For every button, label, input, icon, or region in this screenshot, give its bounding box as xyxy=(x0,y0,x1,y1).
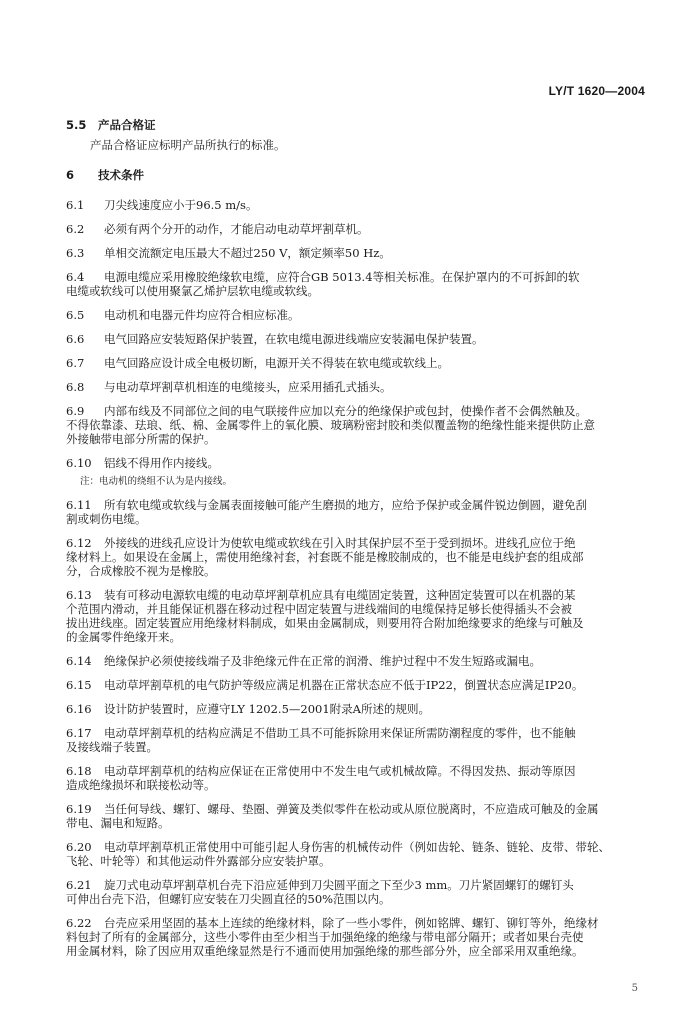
clause xyxy=(66,456,652,470)
clause-first-line xyxy=(66,356,652,370)
clause-number: 6.16 xyxy=(66,702,92,716)
clause-continuation-line: 分，合成橡胶不视为是橡胶。 xyxy=(66,564,216,578)
clause-first-line xyxy=(66,678,652,692)
clause xyxy=(66,702,652,716)
clause-text: 电动机和电器元件均应符合相应标准。 xyxy=(104,308,300,322)
clause-text: 所有软电缆或软线与金属表面接触可能产生磨损的地方，应给予保护或金属件锐边倒圆，避免刮 xyxy=(104,498,587,512)
clause-continuation-line: 及接线端子装置。 xyxy=(66,740,158,754)
clause-text: 旋刀式电动草坪割草机台壳下沿应延伸到刀尖圆平面之下至少3 mm。刀片紧固螺钉的螺钉头 xyxy=(104,878,574,892)
clause-continuation-line: 电缆或软线可以使用聚氯乙烯护层软电缆或软线。 xyxy=(66,284,319,298)
clause-first-line xyxy=(66,878,652,892)
clause-continuation-line: 用金属材料，除了因应用双重绝缘显然是行不通而使用加强绝缘的那些部分外，应全部采用双重绝缘。 xyxy=(66,944,584,958)
clause-number: 6.17 xyxy=(66,726,92,740)
standard-code: LY/T 1620—2004 xyxy=(548,84,645,98)
section-number: 5.5 xyxy=(66,118,87,132)
clause-first-line xyxy=(66,498,652,512)
clause-first-line xyxy=(66,536,652,550)
clause-first-line xyxy=(66,222,652,236)
section-title: 产品合格证 xyxy=(98,118,156,132)
clause xyxy=(66,588,652,644)
section-title: 技术条件 xyxy=(98,168,144,182)
clause-number: 6.19 xyxy=(66,802,92,816)
clause-number: 6.1 xyxy=(66,198,85,212)
clause xyxy=(66,308,652,322)
clause-number: 6.18 xyxy=(66,764,92,778)
clause-first-line xyxy=(66,802,652,816)
clause-number: 6.9 xyxy=(66,404,85,418)
clause-first-line xyxy=(66,270,652,284)
clause-text: 绝缘保护必须使接线端子及非绝缘元件在正常的润滑、维护过程中不发生短路或漏电。 xyxy=(104,654,541,668)
clause-continuation-line: 飞轮、叶轮等）和其他运动件外露部分应安装护罩。 xyxy=(66,854,331,868)
clause xyxy=(66,198,652,212)
clause-number: 6.4 xyxy=(66,270,85,284)
section-number: 6 xyxy=(66,168,75,182)
clause-number: 6.5 xyxy=(66,308,85,322)
clause-number: 6.22 xyxy=(66,916,92,930)
clause xyxy=(66,678,652,692)
clause-continuation-line: 拔出进线座。固定装置应用绝缘材料制成，如果由金属制成，则要用符合附加绝缘要求的绝缘与可触及 xyxy=(66,616,584,630)
section-5-5-text: 产品合格证应标明产品所执行的标准。 xyxy=(90,138,286,152)
clause-first-line xyxy=(66,702,652,716)
clause-continuation-line: 个范围内滑动，并且能保证机器在移动过程中固定装置与进线端间的电缆保持足够长使得插头不会被 xyxy=(66,602,572,616)
clause-first-line xyxy=(66,726,652,740)
clause-number: 6.14 xyxy=(66,654,92,668)
clause-first-line xyxy=(66,404,652,418)
clause-number: 6.2 xyxy=(66,222,85,236)
clause-continuation-line: 造成绝缘损坏和联接松动等。 xyxy=(66,778,216,792)
clause-text: 刀尖线速度应小于96.5 m/s。 xyxy=(104,198,258,212)
clause-number: 6.21 xyxy=(66,878,92,892)
clause-continuation-line: 可伸出台壳下沿，但螺钉应安装在刀尖圆直径的50%范围以内。 xyxy=(66,892,391,906)
clause-text: 与电动草坪割草机相连的电缆接头，应采用插孔式插头。 xyxy=(104,380,392,394)
clause xyxy=(66,222,652,236)
note-text: 注：电动机的绕组不认为是内接线。 xyxy=(80,476,233,487)
clause-text: 设计防护装置时，应遵守LY 1202.5—2001附录A所述的规则。 xyxy=(104,702,430,716)
clause-first-line xyxy=(66,916,652,930)
clause-text: 电动草坪割草机的结构应满足不借助工具不可能拆除用来保证所需防潮程度的零件，也不能触 xyxy=(104,726,576,740)
clause-number: 6.6 xyxy=(66,332,85,346)
clause xyxy=(66,654,652,668)
clause-first-line xyxy=(66,456,652,470)
clause-text: 电源电缆应采用橡胶绝缘软电缆，应符合GB 5013.4等相关标准。在保护罩内的不可拆卸的软 xyxy=(104,270,580,284)
clause-first-line xyxy=(66,246,652,260)
clause-continuation-line: 割或刺伤电缆。 xyxy=(66,512,147,526)
clause-text: 铝线不得用作内接线。 xyxy=(104,456,219,470)
clause-text: 装有可移动电源软电缆的电动草坪割草机应具有电缆固定装置，这种固定装置可以在机器的某 xyxy=(104,588,576,602)
clause-text: 台壳应采用坚固的基本上连续的绝缘材料，除了一些小零件，例如铭牌、螺钉、铆钉等外，绝缘材 xyxy=(104,916,599,930)
clause-list xyxy=(66,198,652,958)
clause xyxy=(66,536,652,578)
clause xyxy=(66,878,652,906)
clause-first-line xyxy=(66,654,652,668)
clause-number: 6.13 xyxy=(66,588,92,602)
clause xyxy=(66,840,652,868)
clause-first-line xyxy=(66,840,652,854)
clause xyxy=(66,246,652,260)
clause xyxy=(66,332,652,346)
clause-number: 6.11 xyxy=(66,498,92,512)
clause-text: 必须有两个分开的动作，才能启动电动草坪割草机。 xyxy=(104,222,369,236)
clause-continuation-line: 料包封了所有的金属部分，这些小零件由至少相当于加强绝缘的绝缘与带电部分隔开；或者如果台壳使 xyxy=(66,930,584,944)
clause-first-line xyxy=(66,198,652,212)
document-body xyxy=(66,118,652,968)
section-heading-6 xyxy=(66,168,652,182)
clause-number: 6.7 xyxy=(66,356,85,370)
page-number: 5 xyxy=(631,983,638,994)
clause-text: 电气回路应安装短路保护装置，在软电缆电源进线端应安装漏电保护装置。 xyxy=(104,332,484,346)
clause-text: 当任何导线、螺钉、螺母、垫圈、弹簧及类似零件在松动或从原位脱离时，不应造成可触及的金属 xyxy=(104,802,599,816)
clause xyxy=(66,356,652,370)
clause xyxy=(66,764,652,792)
clause-first-line xyxy=(66,588,652,602)
section-heading-5-5 xyxy=(66,118,652,132)
clause-text: 电动草坪割草机的结构应保证在正常使用中不发生电气或机械故障。不得因发热、振动等原因 xyxy=(104,764,576,778)
clause-continuation-line: 缘材料上。如果设在金属上，需使用绝缘衬套，衬套既不能是橡胶制成的，也不能是电线护套的组成部 xyxy=(66,550,584,564)
clause xyxy=(66,802,652,830)
clause-text: 电动草坪割草机正常使用中可能引起人身伤害的机械传动件（例如齿轮、链条、链轮、皮带、带轮、 xyxy=(104,840,610,854)
clause xyxy=(66,726,652,754)
clause-text: 单相交流额定电压最大不超过250 V，额定频率50 Hz。 xyxy=(104,246,391,260)
clause xyxy=(66,916,652,958)
clause-text: 外接线的进线孔应设计为使软电缆或软线在引入时其保护层不至于受到损坏。进线孔应位于绝 xyxy=(104,536,576,550)
clause-number: 6.20 xyxy=(66,840,92,854)
clause-text: 电气回路应设计成全电极切断，电源开关不得装在软电缆或软线上。 xyxy=(104,356,449,370)
clause-first-line xyxy=(66,308,652,322)
clause-continuation-line: 带电、漏电和短路。 xyxy=(66,816,170,830)
clause-continuation-line: 外接触带电部分所需的保护。 xyxy=(66,432,216,446)
clause-number: 6.10 xyxy=(66,456,92,470)
clause-text: 电动草坪割草机的电气防护等级应满足机器在正常状态应不低于IP22，倒置状态应满足IP20。 xyxy=(104,678,584,692)
clause-number: 6.3 xyxy=(66,246,85,260)
clause xyxy=(66,498,652,526)
clause xyxy=(66,404,652,446)
clause-first-line xyxy=(66,380,652,394)
clause-continuation-line: 不得依靠漆、珐琅、纸、棉、金属零件上的氧化膜、玻璃粉密封胶和类似覆盖物的绝缘性能来提供防止意 xyxy=(66,418,595,432)
clause-text: 内部布线及不同部位之间的电气联接件应加以充分的绝缘保护或包封，使操作者不会偶然触及。 xyxy=(104,404,587,418)
clause-continuation-line: 的金属零件绝缘开来。 xyxy=(66,630,181,644)
clause xyxy=(66,380,652,394)
clause-first-line xyxy=(66,764,652,778)
clause xyxy=(66,270,652,298)
clause-first-line xyxy=(66,332,652,346)
clause-number: 6.8 xyxy=(66,380,85,394)
clause-number: 6.15 xyxy=(66,678,92,692)
clause-number: 6.12 xyxy=(66,536,92,550)
